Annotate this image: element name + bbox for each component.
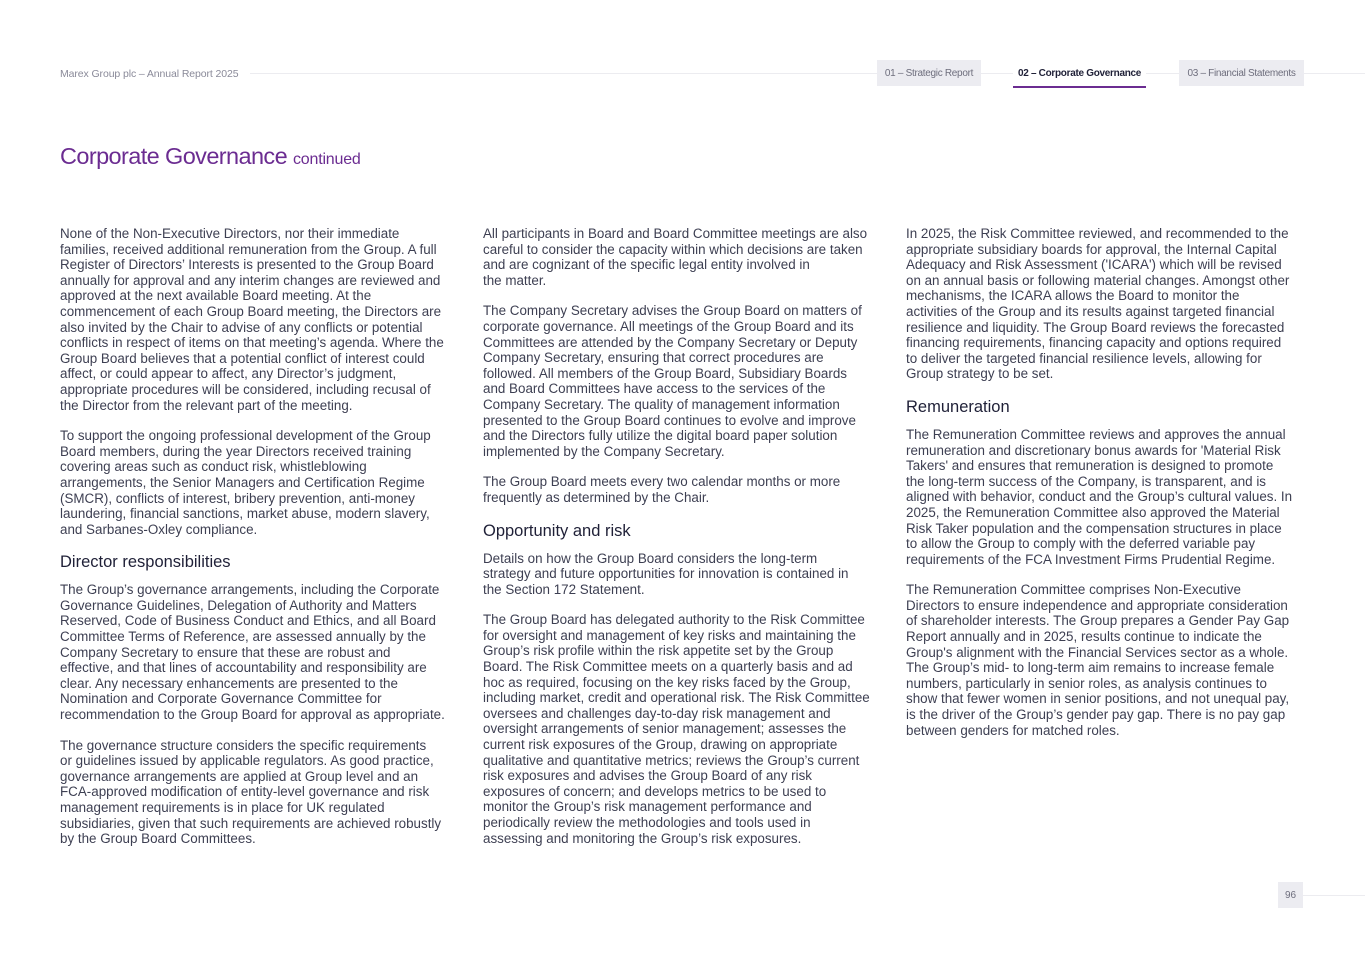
page-title-main: Corporate Governance [60,143,288,169]
paragraph: The Company Secretary advises the Group Board on matters of corporate governance. All meetings of the Group Board and its Committees are attended by the Company Secretary or Deputy Company Secretary, ensuring that correct procedures are followed. All members of the Group Board, Subsidiary Boards and Board Committees have access to the services of the Company Secretary. The quality of management information presented to the Group Board continues to evolve and improve and the Directors fully utilize the digital board paper solution implemented by the Company Secretary. [483,303,862,459]
paragraph: All participants in Board and Board Committee meetings are also careful to consider the capacity within which decisions are taken and are cognizant of the specific legal entity involved in the matter. [483,226,868,288]
paragraph: The Remuneration Committee comprises Non-Executive Directors to ensure independence and appropriate consideration of shareholder interests. The Group prepares a Gender Pay Gap Report annually and in 2025, results continue to indicate the Group's alignment with the Financial Services sector as a whole. The Group’s mid- to long-term aim remains to increase female numbers, particularly in senior roles, as analysis continues to show that fewer women in senior positions, and not unequal pay, is the driver of the Group’s gender pay gap. There is no pay gap between genders for matched roles. [906,582,1290,738]
column-1 [60,226,465,862]
paragraph: None of the Non-Executive Directors, nor their immediate families, received additional remuneration from the Group. A full Register of Directors’ Interests is presented to the Group Board annually for approval and any interim changes are reviewed and approved at the next available Board meeting. At the commencement of each Group Board meeting, the Directors are also invited by the Chair to advise of any conflicts or potential conflicts in respect of items on that meeting’s agenda. Where the Group Board believes that a potential conflict of interest could affect, or could appear to affect, any Director’s judgment, appropriate procedures will be considered, including recusal of the Director from the relevant part of the meeting. [60,226,444,413]
document-name: Marex Group plc – Annual Report 2025 [60,68,249,80]
section-heading-remuneration: Remuneration [906,397,1010,416]
page-number: 96 [1278,882,1303,908]
paragraph: To support the ongoing professional development of the Group Board members, during the year Directors received training covering areas such as conduct risk, whistleblowing arrangements, the Senior Managers and Certification Regime (SMCR), conflicts of interest, bribery prevention, anti-money laundering, financial sanctions, market abuse, modern slavery, and Sarbanes-Oxley compliance. [60,428,431,537]
footer-rule [1300,895,1365,896]
section-heading-director-responsibilities: Director responsibilities [60,553,231,572]
paragraph: Details on how the Group Board considers the long-term strategy and future opportunities for innovation is contained in the Section 172 Statement. [483,550,849,597]
paragraph: In 2025, the Risk Committee reviewed, and recommended to the appropriate subsidiary boards for approval, the Internal Capital Adequacy and Risk Assessment ('ICARA') which will be revised on an annual basis or following material changes. Amongst other mechanisms, the ICARA allows the Board to monitor the activities of the Group and its results against targeted financial resilience and liquidity. The Group Board reviews the forecasted financing requirements, financing capacity and options required to deliver the targeted financial resilience levels, allowing for Group strategy to be set. [906,226,1290,382]
column-3 [906,226,1311,753]
tab-financial-statements[interactable]: 03 – Financial Statements [1179,60,1304,86]
tab-corporate-governance[interactable]: 02 – Corporate Governance [1013,60,1146,88]
paragraph: The Remuneration Committee reviews and approves the annual remuneration and discretionary bonus awards for 'Material Risk Takers' and ensures that remuneration is designed to promote the long-term success of the Company, is transparent, and is aligned with behavior, conduct and the Group’s cultural values. In 2025, the Remuneration Committee also approved the Material Risk Taker population and the compensation structures in place to allow the Group to comply with the deferred variable pay requirements of the FCA Investment Firms Prudential Regime. [906,426,1293,567]
section-heading-opportunity-and-risk: Opportunity and risk [483,521,631,540]
paragraph: The governance structure considers the specific requirements or guidelines issued by applicable regulators. As good practice, governance arrangements are applied at Group level and an FCA-approved modification of entity-level governance and risk management requirements is in place for UK regulated subsidiaries, given that such requirements are achieved robustly by the Group Board Committees. [60,737,442,847]
paragraph: The Group Board has delegated authority to the Risk Committee for oversight and management of key risks and maintaining the Group’s risk profile within the risk appetite set by the Group Board. The Risk Committee meets on a quarterly basis and ad hoc as required, focusing on the key risks faced by the Group, including market, credit and operational risk. The Risk Committee oversees and challenges day-to-day risk management and oversight arrangements of senior management; assesses the current risk exposures of the Group, drawing on appropriate qualitative and quantitative metrics; reviews the Group’s current risk exposures and advises the Group Board of any risk exposures of concern; and develops metrics to be used to monitor the Group’s risk management performance and periodically review the methodologies and tools used in assessing and monitoring the Group’s risk exposures. [483,612,870,846]
paragraph: The Group Board meets every two calendar months or more frequently as determined by the Chair. [483,474,841,505]
column-2 [483,226,888,861]
tab-strategic-report[interactable]: 01 – Strategic Report [877,60,981,86]
page-title [60,143,361,170]
page-title-suffix: continued [293,151,361,168]
paragraph: The Group’s governance arrangements, including the Corporate Governance Guidelines, Delegation of Authority and Matters Reserved, Code of Business Conduct and Ethics, and all Board Committee Terms of Reference, are assessed annually by the Company Secretary to ensure that these are robust and effective, and that lines of accountability and responsibility are clear. Any necessary enhancements are presented to the Nomination and Corporate Governance Committee for recommendation to the Group Board for approval as appropriate. [60,582,445,723]
